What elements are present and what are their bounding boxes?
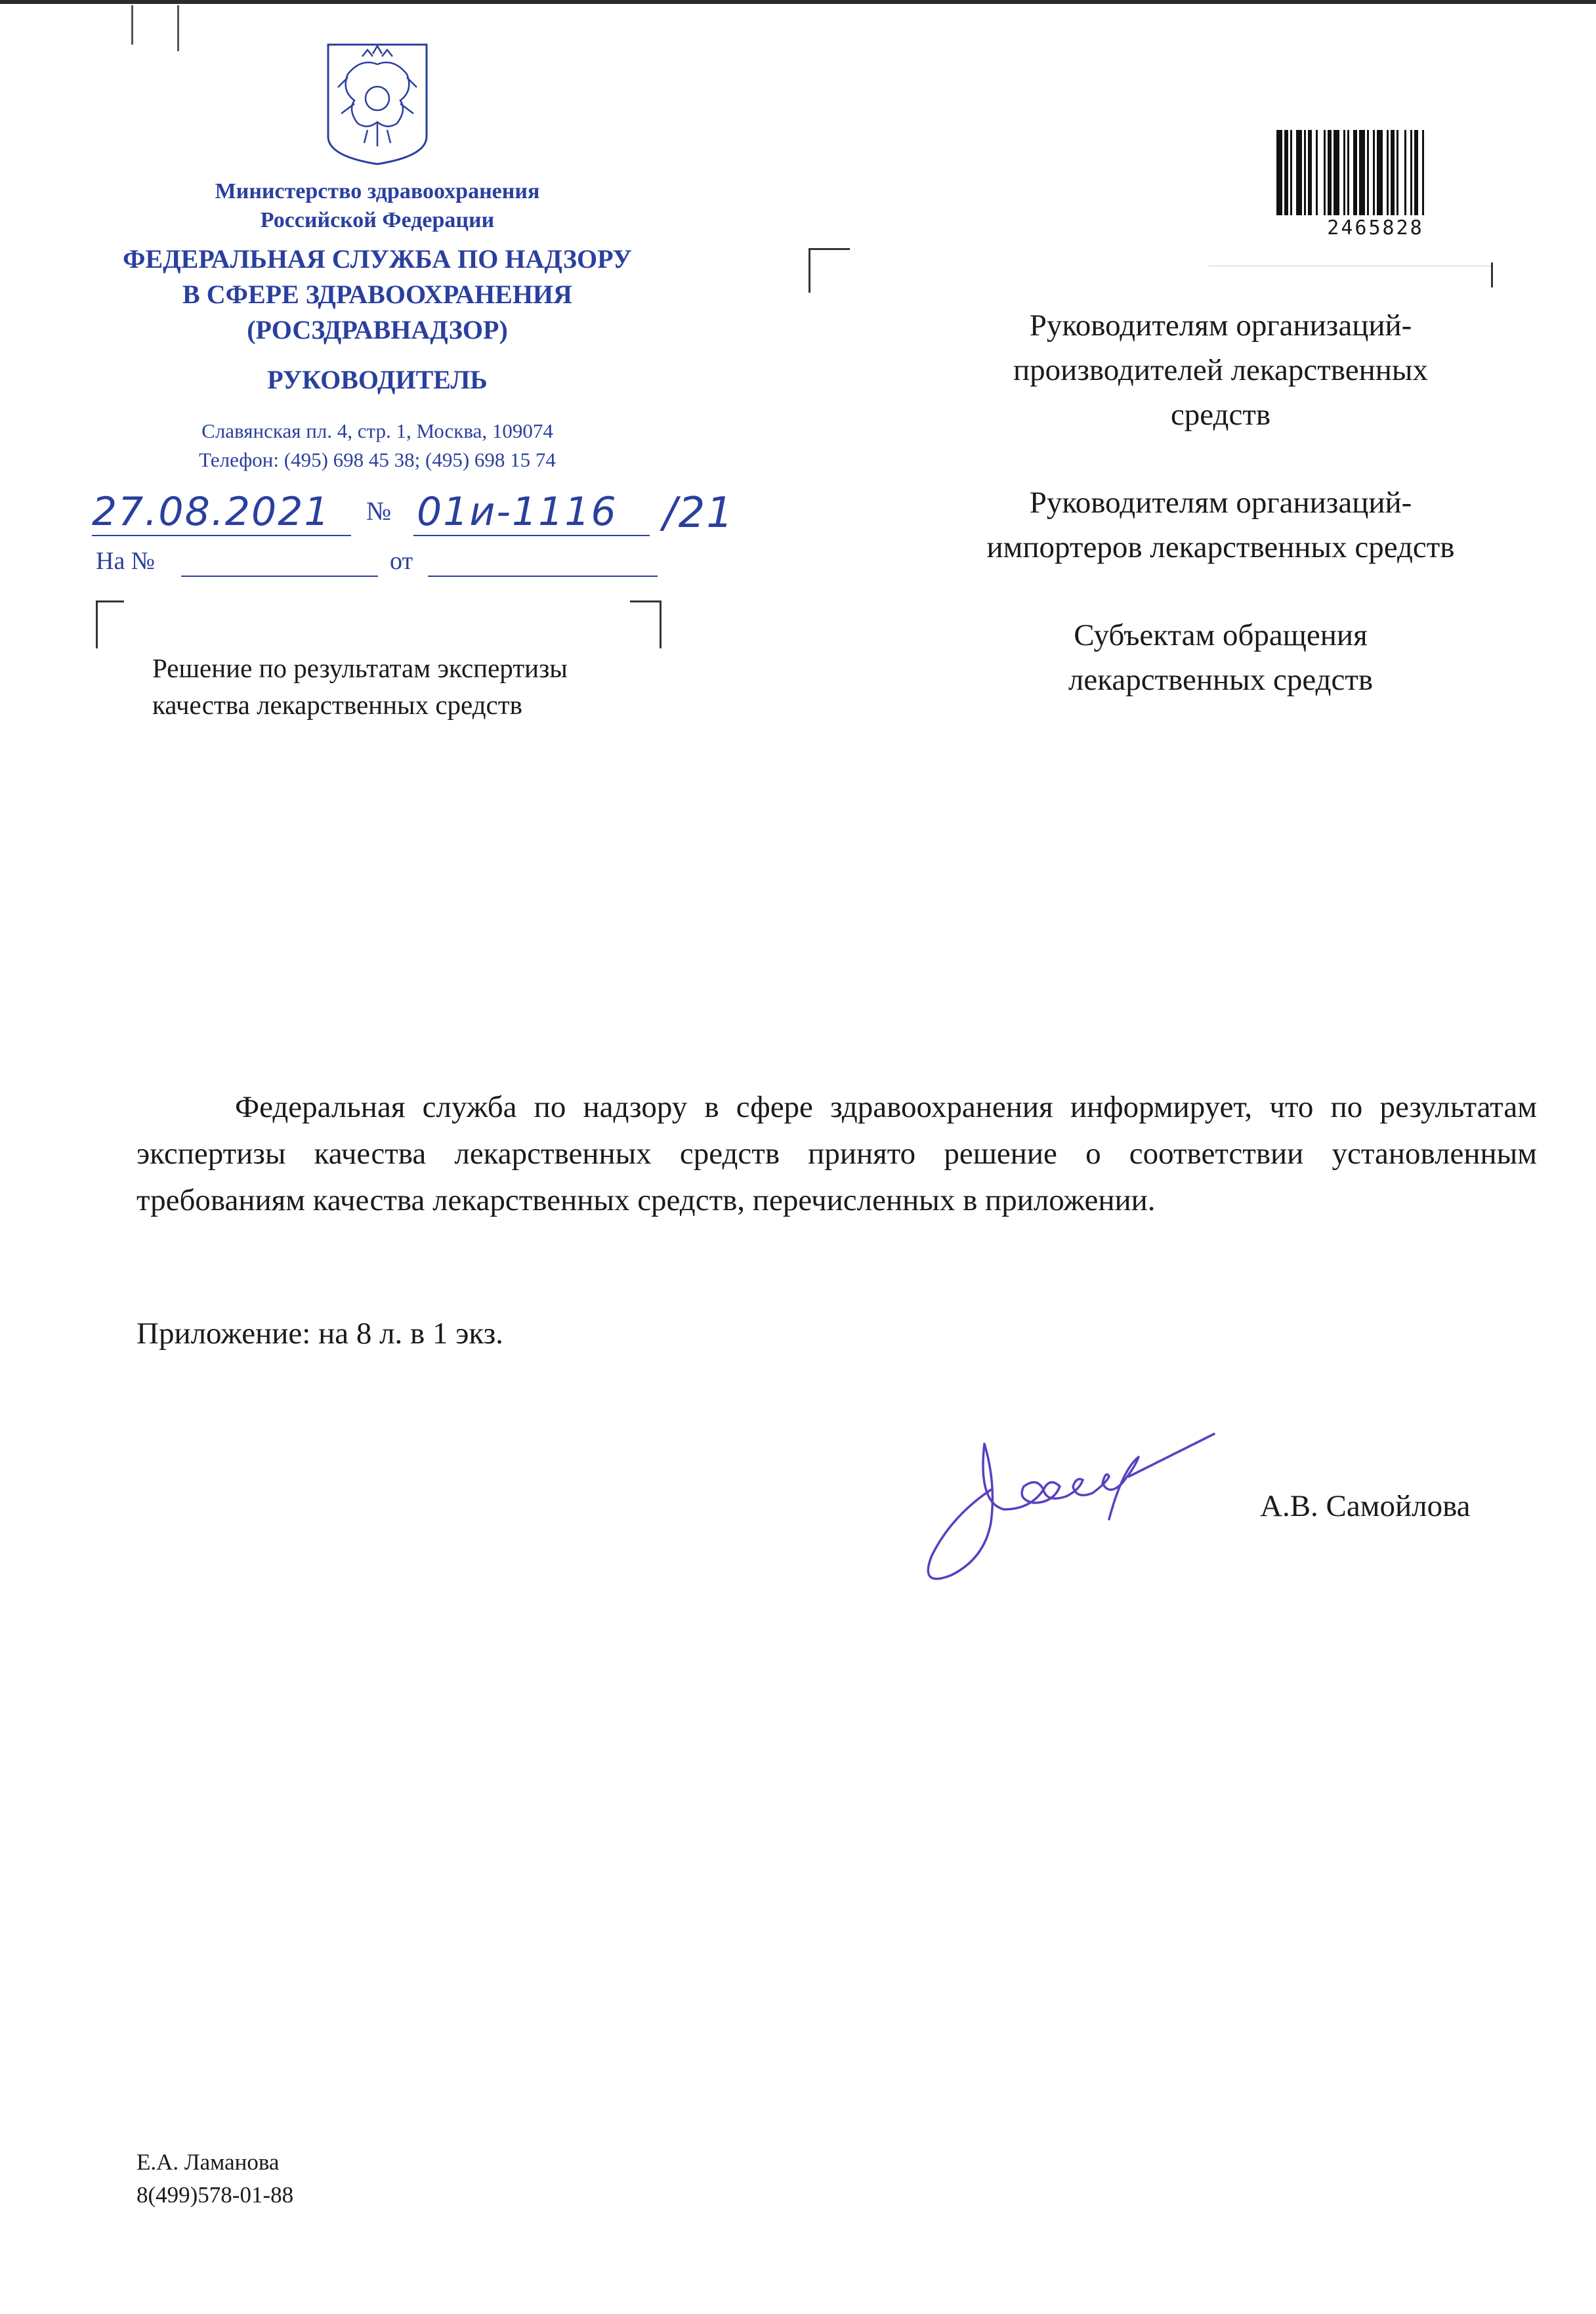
addressee-line: импортеров лекарственных средств (986, 530, 1455, 564)
reply-to-line (96, 547, 667, 579)
barcode-bar (1347, 130, 1349, 215)
barcode-bar (1353, 130, 1357, 215)
barcode-bar (1414, 130, 1418, 215)
ministry-name (66, 177, 689, 235)
addressee-2 (906, 480, 1536, 570)
ministry-line-1: Министерство здравоохранения (215, 179, 540, 203)
scan-artifact (131, 5, 133, 45)
signature (912, 1404, 1253, 1601)
service-line-3: (РОСЗДРАВНАДЗОР) (247, 315, 508, 345)
registration-date: 27.08.2021 (92, 489, 331, 535)
coat-of-arms-icon (322, 38, 433, 167)
registration-line (92, 489, 748, 541)
registration-year: /21 (663, 489, 734, 537)
from-label: от (390, 547, 413, 575)
addressee-3 (906, 613, 1536, 702)
barcode-bar (1316, 130, 1318, 215)
corner-bracket (1491, 263, 1494, 287)
barcode (1276, 130, 1475, 215)
corner-bracket (630, 600, 662, 648)
barcode-bar (1404, 130, 1406, 215)
faint-line (1209, 265, 1491, 266)
barcode-bar (1367, 130, 1369, 215)
addressee-block (906, 303, 1536, 746)
executor-block (136, 2146, 293, 2212)
addressee-line: средств (1170, 398, 1271, 432)
addressee-line: Руководителям организаций- (1029, 486, 1412, 520)
barcode-bar (1377, 130, 1383, 215)
addressee-line: производителей лекарственных (1013, 353, 1428, 387)
barcode-bar (1328, 130, 1332, 215)
signer-name: А.В. Самойлова (1260, 1489, 1471, 1523)
contact-block (66, 417, 689, 474)
reply-to-label: На № (96, 547, 156, 575)
corner-bracket (808, 248, 850, 293)
letter-body (136, 1084, 1537, 1224)
ministry-line-2: Российской Федерации (260, 208, 495, 232)
addressee-1 (906, 303, 1536, 437)
phone: Телефон: (495) 698 45 38; (495) 698 15 74 (199, 448, 556, 471)
scan-top-edge (0, 0, 1596, 4)
barcode-bar (1391, 130, 1395, 215)
barcode-bar (1284, 130, 1288, 215)
body-paragraph: Федеральная служба по надзору в сфере здравоохранения информирует, что по результатам экспертизы качества лекарственных средств принято решение о соответствии установленным требованиям качества лекарственных средств, перечисленных в приложении. (136, 1090, 1537, 1217)
barcode-bar (1410, 130, 1412, 215)
scan-artifact (177, 5, 179, 51)
service-line-1: ФЕДЕРАЛЬНАЯ СЛУЖБА ПО НАДЗОРУ (123, 244, 632, 274)
service-line-2: В СФЕРЕ ЗДРАВООХРАНЕНИЯ (182, 280, 572, 309)
barcode-bar (1359, 130, 1365, 215)
subject-line-1: Решение по результатам экспертизы (152, 653, 568, 683)
barcode-bar (1308, 130, 1312, 215)
role-title: РУКОВОДИТЕЛЬ (267, 365, 488, 394)
barcode-bar (1290, 130, 1292, 215)
barcode-bar (1324, 130, 1326, 215)
subject (152, 650, 730, 723)
barcode-bar (1296, 130, 1302, 215)
service-name (66, 242, 689, 348)
barcode-bar (1387, 130, 1389, 215)
barcode-bar (1422, 130, 1424, 215)
corner-bracket (96, 600, 124, 648)
addressee-line: Руководителям организаций- (1029, 308, 1412, 343)
address: Славянская пл. 4, стр. 1, Москва, 109074 (201, 419, 553, 442)
registration-number: 01и-1116 (417, 489, 618, 535)
barcode-number: 2465828 (1327, 217, 1424, 240)
addressee-line: лекарственных средств (1068, 663, 1374, 697)
executor-name: Е.А. Ламанова (136, 2149, 280, 2175)
subject-line-2: качества лекарственных средств (152, 690, 523, 720)
executor-phone: 8(499)578-01-88 (136, 2182, 294, 2208)
attachment-note: Приложение: на 8 л. в 1 экз. (136, 1316, 503, 1351)
barcode-bar (1334, 130, 1339, 215)
number-sign: № (366, 496, 392, 526)
barcode-bar (1343, 130, 1345, 215)
addressee-line: Субъектам обращения (1074, 618, 1368, 652)
barcode-bar (1373, 130, 1375, 215)
barcode-bar (1396, 130, 1398, 215)
barcode-bar (1304, 130, 1306, 215)
barcode-bar (1276, 130, 1282, 215)
